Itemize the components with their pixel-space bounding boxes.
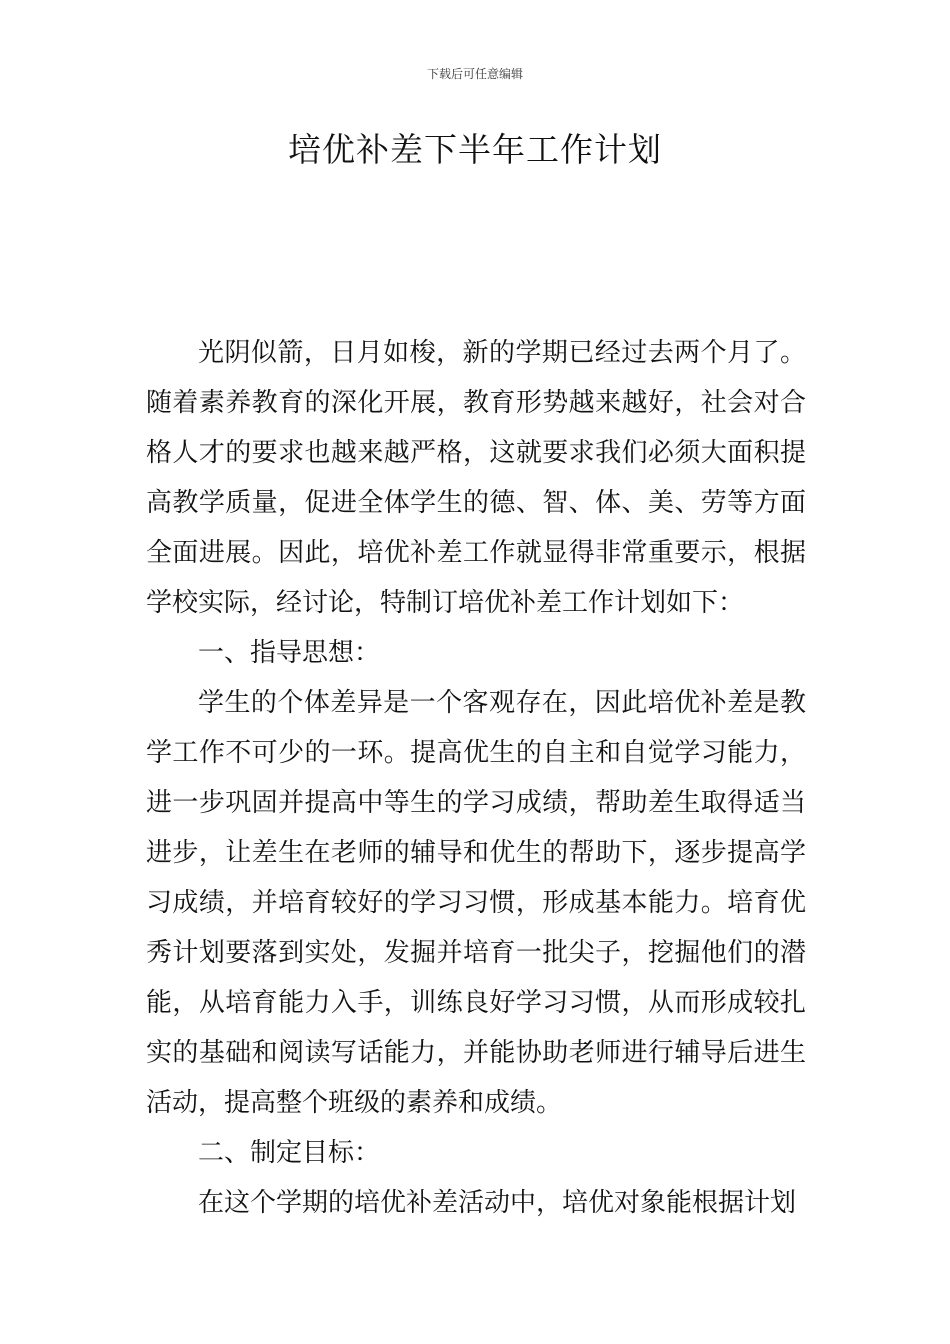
- intro-paragraph: 光阴似箭，日月如梭，新的学期已经过去两个月了。随着素养教育的深化开展，教育形势越来越好，社会对合格人才的要求也越来越严格，这就要求我们必须大面积提高教学质量，促进全体学生的德、智、体、美、劳等方面全面进展。因此，培优补差工作就显得非常重要示，根据学校实际，经讨论，特制订培优补差工作计划如下：: [146, 338, 806, 618]
- header-note: 下载后可任意编辑: [426, 67, 523, 81]
- guiding-idea-paragraph: 学生的个体差异是一个客观存在，因此培优补差是教学工作不可少的一环。提高优生的自主和自觉学习能力，进一步巩固并提高中等生的学习成绩，帮助差生取得适当进步，让差生在老师的辅导和优生的帮助下，逐步提高学习成绩，并培育较好的学习习惯，形成基本能力。培育优秀计划要落到实处，发掘并培育一批尖子，挖掘他们的潜能，从培育能力入手，训练良好学习习惯，从而形成较扎实的基础和阅读写话能力，并能协助老师进行辅导后进生活动，提高整个班级的素养和成绩。: [146, 688, 806, 1118]
- section-heading-goals: 二、制定目标：: [198, 1138, 381, 1168]
- section-heading-guiding-idea: 一、指导思想：: [198, 638, 381, 668]
- document-title: 培优补差下半年工作计划: [288, 130, 662, 169]
- document-body: [146, 328, 806, 1228]
- goals-paragraph: 在这个学期的培优补差活动中，培优对象能根据计划: [198, 1188, 797, 1218]
